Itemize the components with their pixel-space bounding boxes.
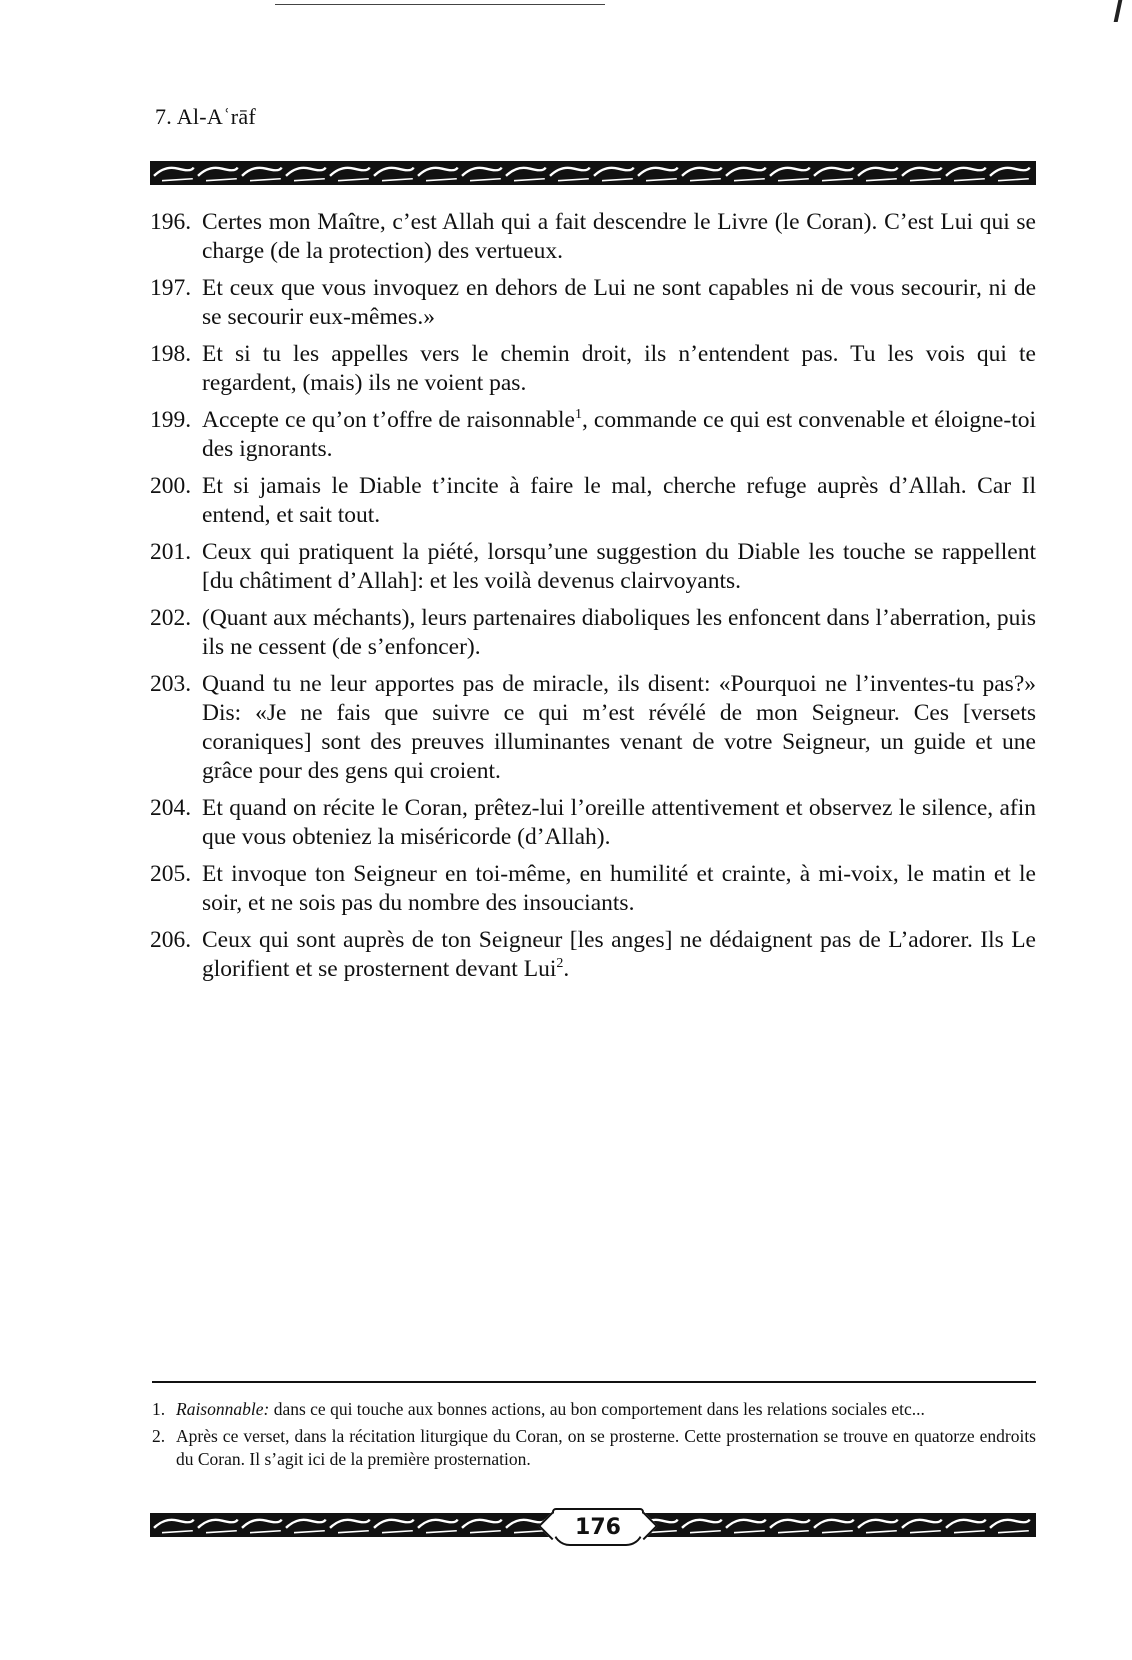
verse [150, 340, 1036, 398]
verse-text: Quand tu ne leur apportes pas de miracle, ils disent: «Pourquoi ne l’inventes-tu pas?» Dis: «Je ne fais que suivre ce qui m’est révélé de mon Seigneur. Ces [versets coraniques] sont des preuves illuminantes venant de votre Seigneur, un guide et une grâce pour des gens qui croient. [202, 671, 1036, 784]
chapter-number: 7. [155, 104, 173, 129]
verse [150, 274, 1036, 332]
verse-text: Et si jamais le Diable t’incite à faire le mal, cherche refuge auprès d’Allah. Car Il entend, et sait tout. [202, 473, 1036, 528]
verse-number: 205. [150, 861, 192, 887]
chapter-name: Al-Aʿrāf [176, 104, 257, 129]
verse-number: 204. [150, 795, 192, 821]
verse [150, 604, 1036, 662]
verse-number: 199. [150, 407, 192, 433]
verse-number: 206. [150, 927, 192, 953]
verse [150, 208, 1036, 266]
verse-text: Et ceux que vous invoquez en dehors de Lui ne sont capables ni de vous secourir, ni de se secourir eux-mêmes.» [202, 275, 1036, 330]
verse-text: Et si tu les appelles vers le chemin droit, ils n’entendent pas. Tu les vois qui te regardent, (mais) ils ne voient pas. [202, 341, 1036, 396]
ornament-pattern [150, 161, 1036, 185]
verse-number: 201. [150, 539, 192, 565]
corner-mark [1114, 0, 1123, 22]
verse-text: Certes mon Maître, c’est Allah qui a fait descendre le Livre (le Coran). C’est Lui qui se charge (de la protection) des vertueux. [202, 209, 1036, 264]
verse-text: Et quand on récite le Coran, prêtez-lui l’oreille attentivement et observez le silence, afin que vous obteniez la miséricorde (d’Allah). [202, 795, 1036, 850]
footnote-term: Raisonnable: [176, 1399, 270, 1419]
verse-number: 198. [150, 341, 192, 367]
verse-number: 202. [150, 605, 192, 631]
verse-text: Ceux qui pratiquent la piété, lorsqu’une suggestion du Diable les touche se rappellent [du châtiment d’Allah]: et les voilà devenus clairvoyants. [202, 539, 1036, 594]
chapter-header [155, 104, 256, 130]
footnotes [152, 1398, 1036, 1475]
verse-text: (Quant aux méchants), leurs partenaires diaboliques les enfoncent dans l’aberration, puis ils ne cessent (de s’enfoncer). [202, 605, 1036, 660]
footnote [152, 1425, 1036, 1471]
verse-text-part: , commande ce qui est convenable et éloigne-toi des ignorants. [202, 407, 1037, 462]
verse-list [150, 208, 1036, 992]
footnote-body: Après ce verset, dans la récitation liturgique du Coran, on se prosterne. Cette prosternation se trouve en quatorze endroits du Coran. Il s’agit ici de la première prosternation. [176, 1426, 1036, 1469]
verse-number: 196. [150, 209, 192, 235]
top-rule [275, 4, 605, 5]
footnote-number: 1. [152, 1399, 166, 1419]
footnote [152, 1398, 1036, 1421]
verse [150, 926, 1036, 984]
verse [150, 472, 1036, 530]
verse [150, 860, 1036, 918]
verse-number: 203. [150, 671, 192, 697]
footnote-divider [152, 1381, 1036, 1383]
verse [150, 794, 1036, 852]
footnote-ref-2[interactable]: 2 [556, 956, 564, 972]
verse [150, 670, 1036, 786]
verse-text-part: Ceux qui sont auprès de ton Seigneur [les anges] ne dédaignent pas de L’adorer. Ils Le glorifient et se prosternent devant Lui [202, 927, 1036, 982]
verse [150, 406, 1036, 464]
verse-text [202, 406, 1036, 464]
page-number: 176 [552, 1508, 644, 1546]
footnote-text [176, 1425, 1036, 1471]
verse-number: 197. [150, 275, 192, 301]
footnote-number: 2. [152, 1426, 166, 1446]
verse [150, 538, 1036, 596]
footnote-text [176, 1398, 1036, 1421]
ornament-band-top [150, 161, 1036, 185]
verse-number: 200. [150, 473, 192, 499]
footnote-body: dans ce qui touche aux bonnes actions, au bon comportement dans les relations sociales etc... [269, 1399, 925, 1419]
verse-text-part: . [563, 956, 570, 982]
verse-text-part: Accepte ce qu’on t’offre de raisonnable [202, 407, 575, 433]
verse-text: Et invoque ton Seigneur en toi-même, en humilité et crainte, à mi-voix, le matin et le soir, et ne sois pas du nombre des insouciants. [202, 861, 1036, 916]
verse-text [202, 926, 1036, 984]
footnote-ref-1[interactable]: 1 [574, 407, 582, 423]
